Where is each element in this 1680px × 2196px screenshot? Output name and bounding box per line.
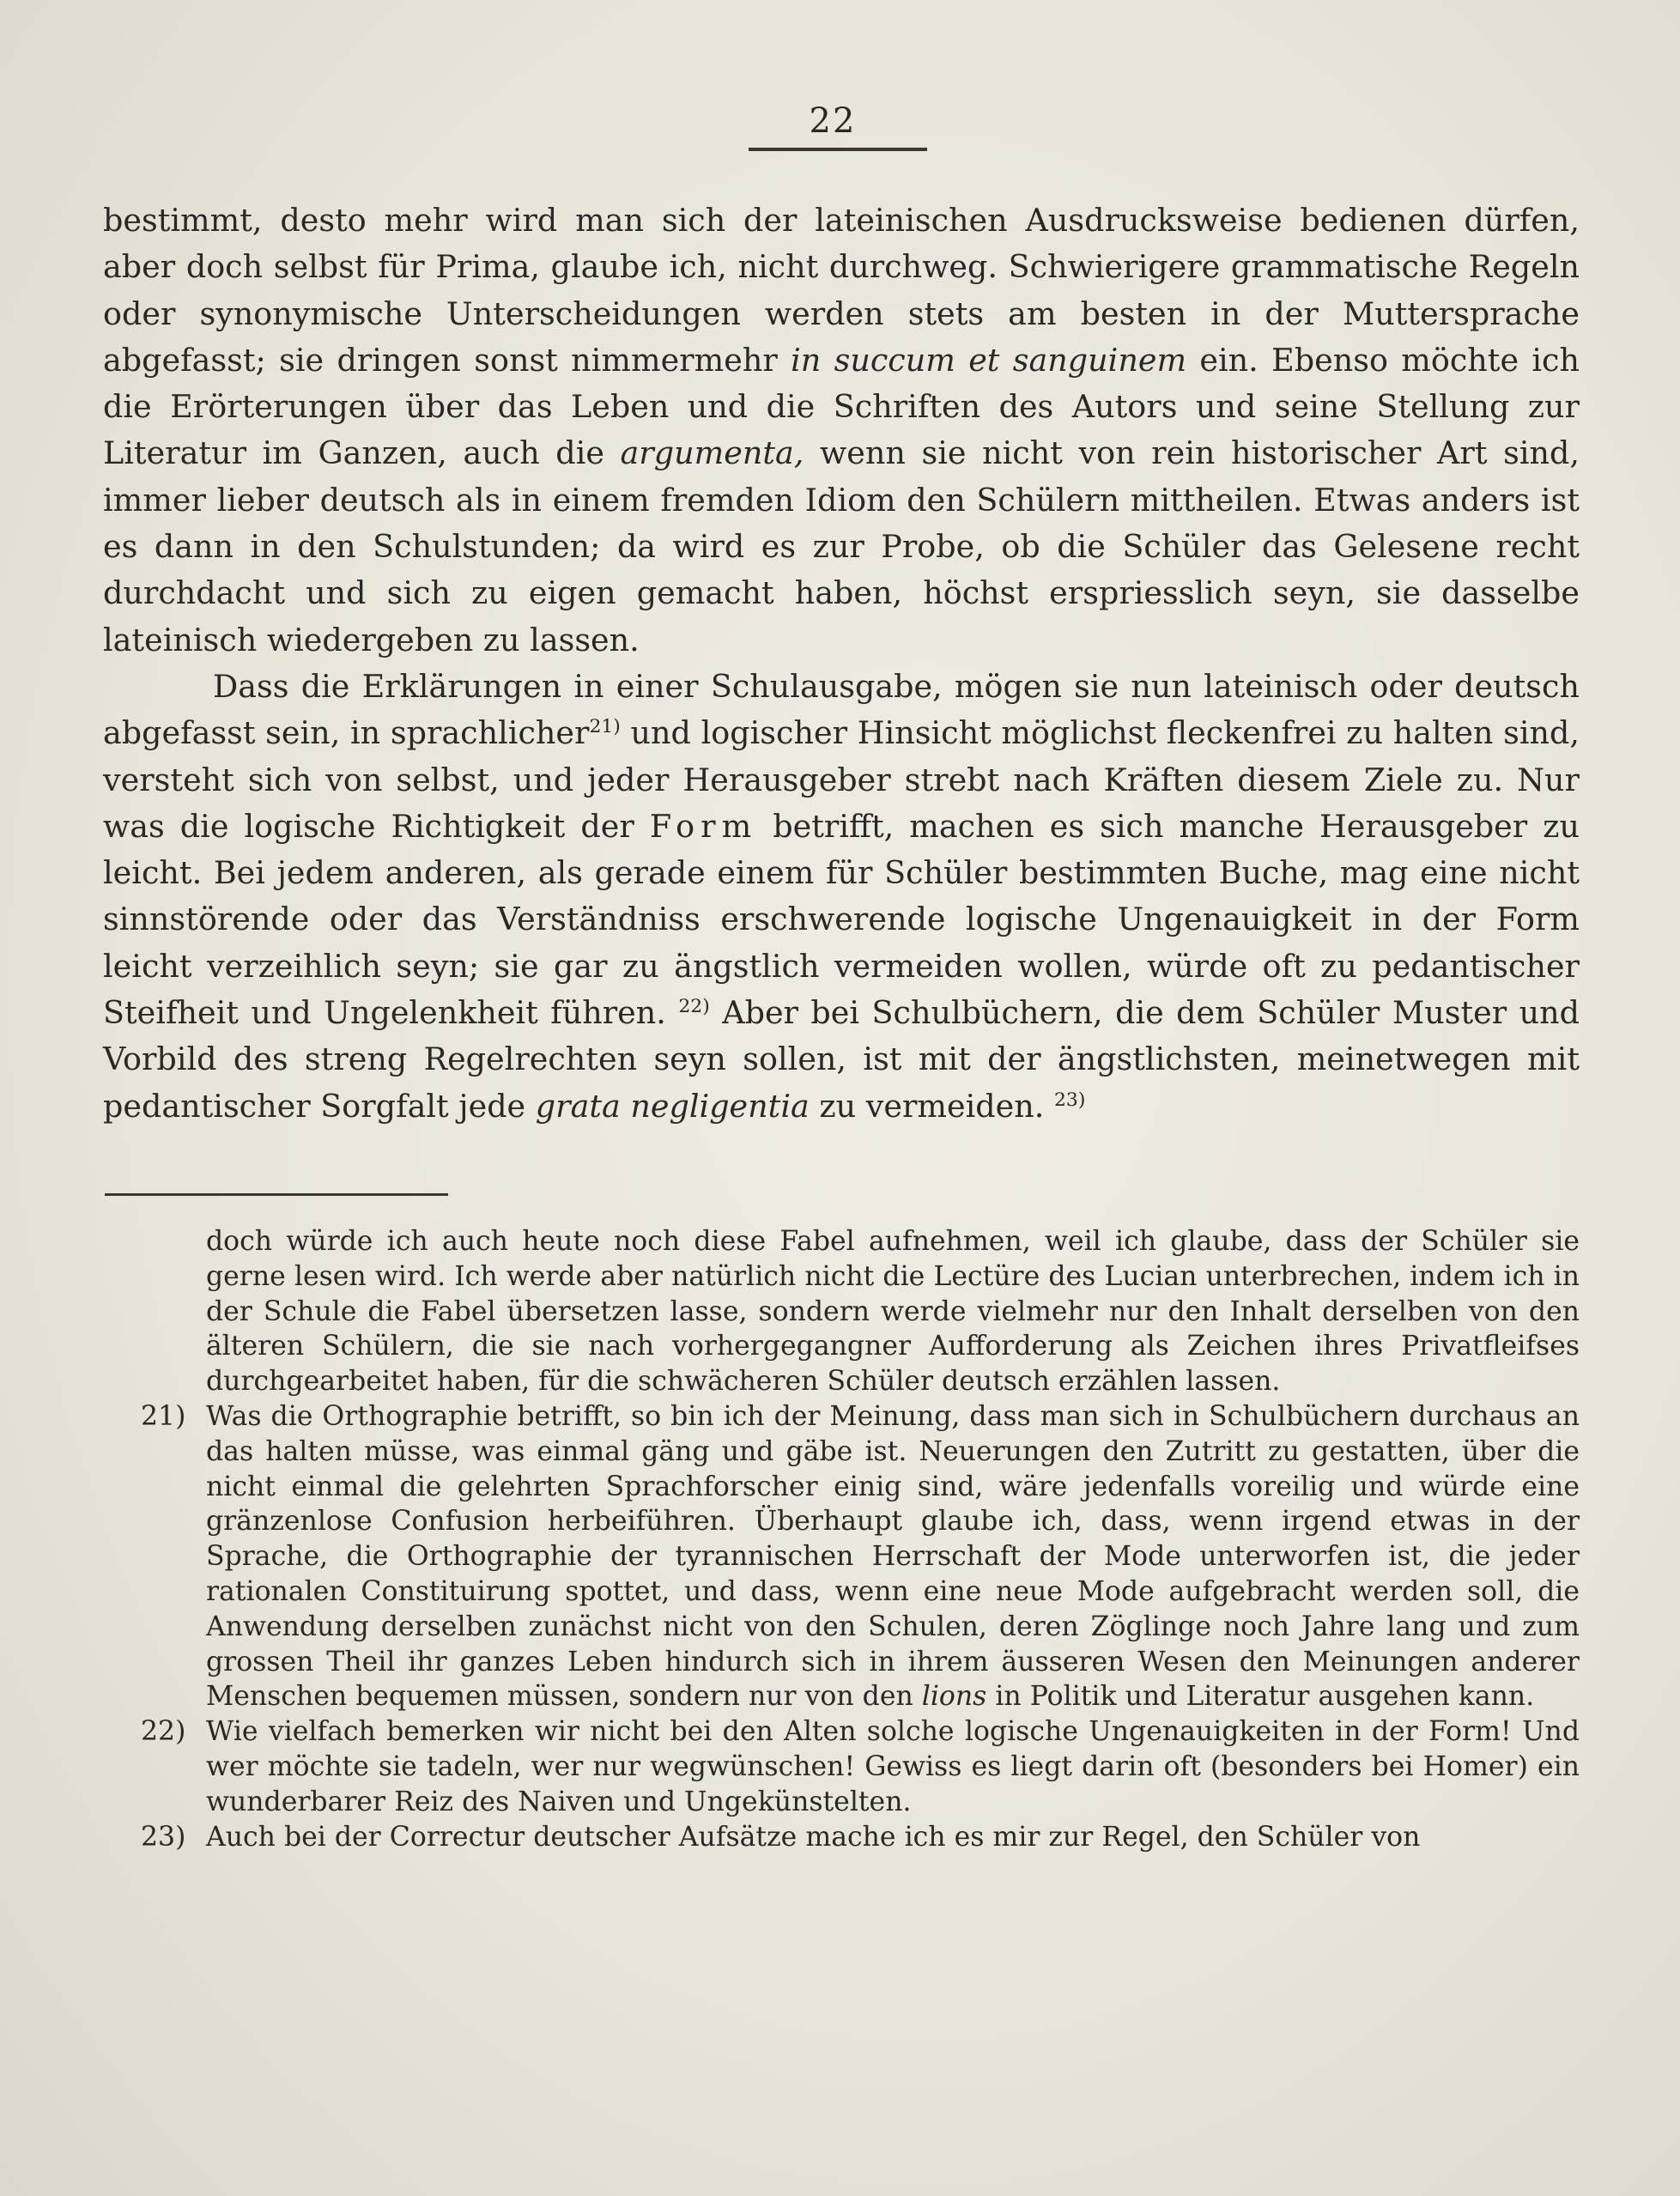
footnote-23-text: Auch bei der Correctur deutscher Aufsätze mache ich es mir zur Regel, den Schüler von — [206, 1821, 1421, 1853]
footnote-ref-21: 21) — [589, 716, 621, 738]
footnote-21 — [141, 1399, 1580, 1714]
footnote-22-number: 22) — [141, 1716, 186, 1748]
latin-phrase-grata-negligentia: grata negligentia — [535, 1087, 810, 1125]
paragraph-2-text-d: Aber bei Schulbüchern, die dem Schüler Muster und Vorbild des streng Regelrechten seyn sollen, ist mit der ängstlichsten, meinetwegen mit pedantischer Sorgfalt jede — [103, 994, 1580, 1125]
footnote-23-number: 23) — [141, 1821, 186, 1853]
paragraph-2-text-c: betrifft, machen es sich manche Herausgeber zu leicht. Bei jedem anderen, als gerade einem für Schüler bestimmten Buche, mag eine nicht sinnstörende oder das Verständniss erschwerende logische Ungenauigkeit in der Form leicht verzeihlich seyn; sie gar zu ängstlich vermeiden wollen, würde oft zu pedantischer Steifheit und Ungelenkheit führen. — [103, 807, 1580, 1032]
footnote-ref-22: 22) — [678, 995, 710, 1017]
footnote-21-number: 21) — [141, 1400, 186, 1432]
paragraph-1-text-a: bestimmt, desto mehr wird man sich der lateinischen Ausdrucksweise bedienen dürfen, aber doch selbst für Prima, glaube ich, nicht durchweg. Schwierigere grammatische Regeln oder synonymische Unterscheidungen werden stets am besten in der Muttersprache abgefasst; sie dringen sonst nimmermehr — [103, 202, 1580, 379]
latin-term-argumenta: argumenta, — [620, 434, 804, 472]
footnote-continuation: doch würde ich auch heute noch diese Fabel aufnehmen, weil ich glaube, dass der Schüler sie gerne lesen wird. Ich werde aber natürlich nicht die Lectüre des Lucian unterbrechen, indem ich in der Schule die Fabel übersetzen lasse, sondern werde vielmehr nur den Inhalt derselben von den älteren Schülern, die sie nach vorhergegangner Aufforderung als Zeichen ihres Privatfleifses durchgearbeitet haben, für die schwächeren Schüler deutsch erzählen lassen. — [206, 1226, 1580, 1398]
footnote-21-text-b: in Politik und Literatur ausgehen kann. — [986, 1681, 1535, 1713]
page-number: 22 — [809, 101, 857, 141]
paragraph-1-text-c: wenn sie nicht von rein historischer Art sind, immer lieber deutsch als in einem fremden Idiom den Schülern mittheilen. Etwas anders ist es dann in den Schulstunden; da wird es zur Probe, ob die Schüler das Gelesene recht durchdacht und sich zu eigen gemacht haben, höchst erspriesslich seyn, sie dasselbe lateinisch wiedergeben zu lassen. — [103, 434, 1580, 658]
paragraph-2-text-a: Dass die Erklärungen in einer Schulausgabe, mögen sie nun lateinisch oder deutsch abgefasst sein, in sprachlicher — [103, 667, 1580, 752]
italic-word-lions: lions — [921, 1681, 987, 1713]
paragraph-2-text-b: und logischer Hinsicht möglichst fleckenfrei zu halten sind, versteht sich von selbst, und jeder Herausgeber strebt nach Kräften diesem Ziele zu. Nur was die logische Richtigkeit der — [103, 714, 1580, 845]
paragraph-2 — [103, 664, 1580, 1130]
spaced-word-form: Form — [649, 807, 758, 845]
footnote-22 — [141, 1714, 1580, 1819]
paragraph-1-text-b: ein. Ebenso möchte ich die Erörterungen über das Leben und die Schriften des Autors und seine Stellung zur Literatur im Ganzen, auch die — [103, 341, 1580, 472]
paragraph-1 — [103, 197, 1580, 664]
main-text — [103, 197, 1580, 1130]
page-number-rule — [749, 148, 927, 151]
footnote-separator — [105, 1193, 448, 1196]
footnote-21-text-a: Was die Orthographie betrifft, so bin ich der Meinung, dass man sich in Schulbüchern durchaus an das halten müsse, was einmal gäng und gäbe ist. Neuerungen den Zutritt zu gestatten, über die nicht einmal die gelehrten Sprachforscher einig sind, wäre jedenfalls voreilig und würde eine gränzenlose Confusion herbeiführen. Überhaupt glaube ich, dass, wenn irgend etwas in der Sprache, die Orthographie der tyrannischen Herrschaft der Mode unterworfen ist, die jeder rationalen Constituirung spottet, und dass, wenn eine neue Mode aufgebracht werden soll, die Anwendung derselben zunächst nicht von den Schulen, deren Zöglinge noch Jahre lang und zum grossen Theil ihr ganzes Leben hindurch sich in ihrem äusseren Wesen den Meinungen anderer Menschen bequemen müssen, sondern nur von den — [206, 1400, 1580, 1713]
footnote-22-text: Wie vielfach bemerken wir nicht bei den Alten solche logische Ungenauigkeiten in der Form! Und wer möchte sie tadeln, wer nur wegwünschen! Gewiss es liegt darin oft (besonders bei Homer) ein wunderbarer Reiz des Naiven und Ungekünstelten. — [206, 1716, 1580, 1817]
paragraph-2-text-e: zu vermeiden. — [809, 1087, 1045, 1125]
footnote-ref-23: 23) — [1053, 1089, 1086, 1111]
footnote-23 — [141, 1820, 1580, 1855]
footnotes — [141, 1224, 1580, 1854]
latin-phrase: in succum et sanguinem — [791, 341, 1187, 379]
